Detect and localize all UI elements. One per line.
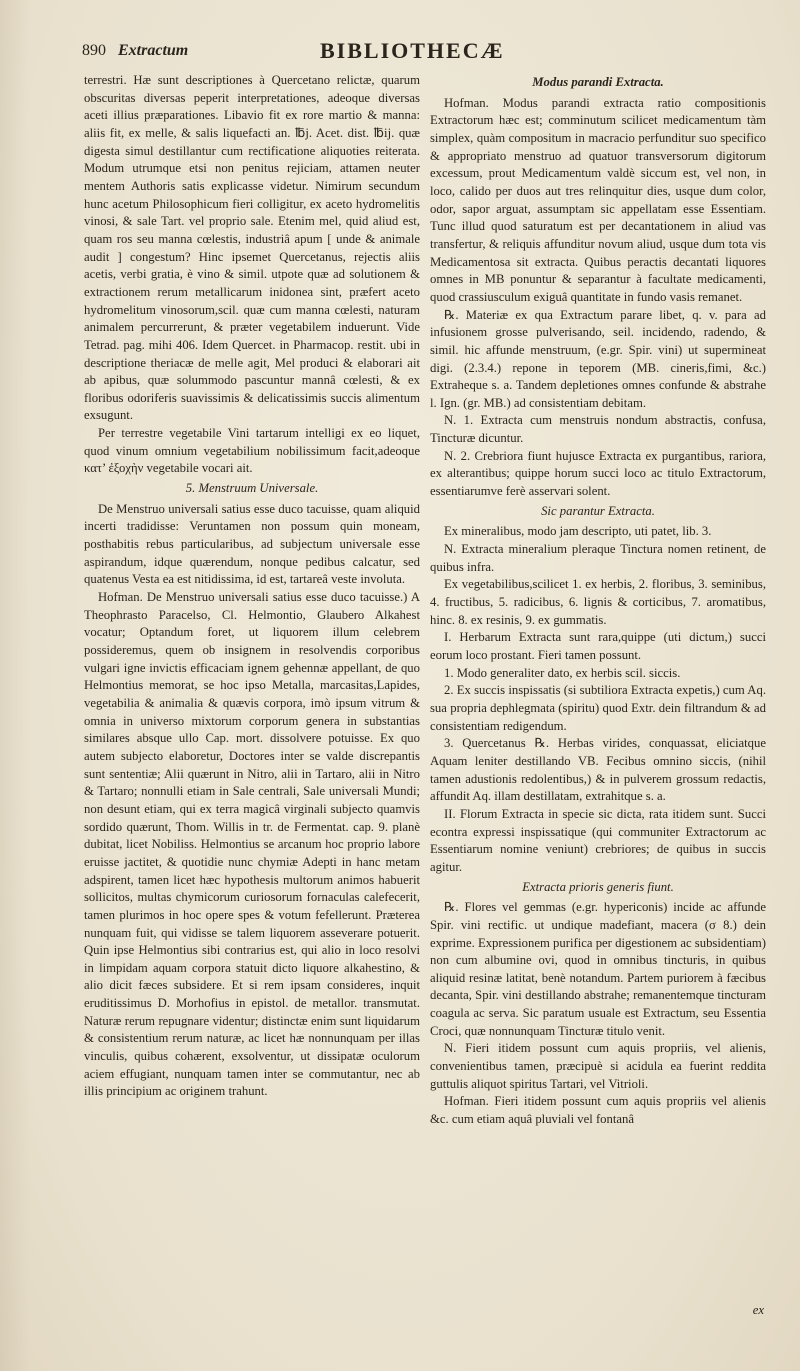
section-subheading: 5. Menstruum Universale. [185,481,319,496]
paragraph: 2. Ex succis inspissatis (si subtiliora Extracta expetis,) cum Aq. sua propria dephlegmata (spiritu) quod Extr. dein filtrandum & ad consistentiam redigendum. [430,683,766,733]
paragraph: ℞. Flores vel gemmas (e.gr. hypericonis) incide ac affunde Spir. vini rectific. ut undique madefiant, macera (σ 8.) dein exprime. Expressionem purifica per digestionem ac subsidentiam) non cum albumine ovi, quod in omnibus tincturis, in quibus aliquid resinæ latitat, benè notandum. Partem puriorem à fæcibus decanta, Spir. vini destillando abstrahe; remanentemque tincturam coagula ac serva. Sic paratum usuale est Extractum, seu Essentia Croci, quæ nonnunquam Tincturæ titulo venit. [430,900,766,1038]
paragraph: II. Florum Extracta in specie sic dicta, rata itidem sunt. Succi econtra expressi inspissatique (qui communiter Extractorum ac Essentiarum nomine veniunt) crebriores; de quibus in succis agitur. [430,806,766,874]
running-head [82,38,740,68]
paragraph: terrestri. Hæ sunt descriptiones à Quercetano relictæ, quarum obscuritas diversas peperit interpretationes, adeoque diversas aceti illius præparationes. Libavio fit ex rore martio & manna: aliis fit, ex melle, & salis liquefacti an. ℔j. Acet. dist. ℔ij. quæ digesta simul destillantur cum rectificatione aliquoties reiterata. Modum utrumque etsi non penitus rejiciam, attamen neuter mentem Authoris satis explicasse videtur. Nimirum secundum hunc acetum Philosophicum fieri colligitur, ex aceto hydromelitis vinosi, & sale Tart. vel proprio sale. Etenim mel, quid aliud est, quam ros seu manna cœlestis, industriâ apum [ unde & animale audit ] congestum? Hinc ipsemet Quercetanus, rejectis aliis acetis, verbi gratia, è vino & simil. utpote quæ ad solutionem & extractionem rerum metallicarum inidonea sint, præfert aceto hydromelitum vinosorum,scil. quæ cum manna cœlesti, naturam animalem percurrerunt, & præter vegetabilem induerunt. Vide Tetrad. pag. mihi 406. Idem Quercet. in Pharmacop. restit. ubi in descriptione theriacæ de melle agit, Mel produci & elaborari ait ab apibus, quæ solummodo pascuntur mannâ cœlesti, & ex floribus odoriferis suavissimis & delicatissimis succis alimentum exsugunt. [84,73,420,423]
section-title: Extractum [118,42,189,59]
paragraph: N. Extracta mineralium pleraque Tinctura nomen retinent, de quibus infra. [430,542,766,574]
paragraph: 1. Modo generaliter dato, ex herbis scil. siccis. [444,665,681,680]
paragraph: ℞. Materiæ ex qua Extractum parare libet, q. v. para ad infusionem grosse pulverisando, seil. incidendo, radendo, & simil. hic affunde menstruum, (e.gr. Spir. vini) ut supermineat digi. (2.3.4.) repone in teporem (MB. cineris,fimi, &c.) Extraheque s. a. Tandem depletiones omnes confunde & abstrahe l. Ign. (gr. MB.) ad consistentiam debitam. [430,307,766,410]
paragraph: De Menstruo universali satius esse duco tacuisse, quam aliquid incerti tradidisse: Veruntamen non possum quin moneam, posthabitis rebus particularibus, ad subjectum universale esse aspirandum, idque quærendum, nonque pedibus calcatur, sed quatenus Vesta ea est nitidissima, id est, tartareâ veste involuta. [84,501,420,587]
left-column [84,72,420,1101]
header-title: BIBLIOTHECÆ [320,38,505,63]
paragraph: Hofman. Modus parandi extracta ratio compositionis Extractorum hæc est; comminutum scilicet medicamentum tàm simplex, quàm compositum in macracio perfunditur suo specifico & appropriato menstruo ad quatuor transversorum digitorum excessum, prout Medicamentum valdè siccum est, vel non, in loco, calido per duos aut tres relinquitur dies, usque dum color, odor, sapor arguat, assumptam sic appellatam esse Essentiam. Tunc illud quod saturatum est per decantationem in aliud vas transfertur, & reliquis affunditur novum aliud, usque dum tota vis Medicamentosa sit extracta. Quibus peractis decantati liquores omnes in MB ponuntur & separantur à facultate medicamenti, quod crassiusculum exiguâ quantitate in fundo vasis remanet. [430,95,766,304]
paragraph: 3. Quercetanus ℞. Herbas virides, conquassat, eliciatque Aquam leniter destillando VB. Fecibus omnino siccis, (nihil tamen adustionis redolentibus,) & in pulverem grossum redactis, affundit Aq. illam destillatam, extrahitque s. a. [430,736,766,804]
paragraph: Hofman. De Menstruo universali satius esse duco tacuisse.) A Theophrasto Paracelso, Cl. Helmontio, Glaubero Alkahest vocatur; Optandum foret, ut liquorem illum celebrem possideremus, quem ob insignem in resolvendis corporibus vulgari igne invictis efficaciam ignem gehennæ appellant, de quo Helmontius memorat, se hoc ipso Metalla, marcasitas,Lapides, vegetabilia & animalia & quævis corpora, imò ipsum vitrum & omnia in universo mixtorum corporum genera in substantias similares absque ullo Cap. mort. dissolvere potuisse. Ex quo autem subjecto elaboretur, Doctores inter se valde discrepantis sunt sententiæ; Alii quærunt in Nitro, alii in Tartaro, alii in Nitro & Tartaro; nonnulli etiam in Sale centrali, Sale universali Mundi; non desunt etiam, qui ex terra magicâ virginali subjecto quamvis sordido quærunt, Thom. Willis in tr. de Fermentat. cap. 9. planè dubitat, licet Nobiliss. Helmontius se arcanum hoc proprio labore eruisse jactitet, & quotidie nunc chymiæ Adepti in hanc metam adspirent, tamen licet hæc hypothesis multorum animos habuerit sollicitos, multas chymicorum curiosorum fornaculas calefecerit, tamen plurimos in hoc opere spes & votum fefellerunt. Præterea nunquam fuit, qui vidisse se talem liquorem asseverare potuerit. Quin ipse Helmontius sibi contrarius est, qui alio in loco resolvi in limpidam aquam corpora statuit dicto liquore alkahestino, & alio dicit fæces subsidere. Et si rem ipsam consideres, inquit eruditissimus D. Morhofius in epistol. de metallor. transmutat. Naturæ rerum repugnare videntur; distinctæ enim sunt liquidarum & consistentium rerum naturæ, ac licet hæ nonnunquam per illas vinculis, quibus cohærent, exsolventur, ut dissipatæ oculorum aciem effugiant, nunquam tamen inter se commutantur, nec ab illis principium ac originem trahunt. [84,590,420,1099]
paragraph: Per terrestre vegetabile Vini tartarum intelligi ex eo liquet, quod vinum omnium vegetabilium nobilissimum facit,adeoque κατ’ ἐξοχὴν vegetabile vocari ait. [84,426,420,476]
paragraph: N. Fieri itidem possunt cum aquis propriis, vel alienis, convenientibus tamen, præcipuè si acidula ea fuerint reddita guttulis aliquot spiritus Tartari, vel Vitrioli. [430,1041,766,1091]
section-subheading: Modus parandi Extracta. [532,75,664,89]
paragraph: I. Herbarum Extracta sunt rara,quippe (uti dictum,) succi eorum loco prostant. Fieri tamen possunt. [430,630,766,662]
paragraph: Ex mineralibus, modo jam descripto, uti patet, lib. 3. [444,524,712,539]
page-gutter-shadow [0,0,30,1371]
paragraph: N. 1. Extracta cum menstruis nondum abstractis, confusa, Tincturæ dicuntur. [430,413,766,446]
paragraph: Ex vegetabilibus,scilicet 1. ex herbis, 2. floribus, 3. seminibus, 4. fructibus, 5. radicibus, 6. lignis & corticibus, 7. aromatibus, hinc. 8. ex resinis, 9. ex gummatis. [430,577,766,627]
section-subheading: Sic parantur Extracta. [541,503,655,518]
paragraph: N. 2. Crebriora fiunt hujusce Extracta ex purgantibus, rariora, ex alterantibus; quippe horum succi loco ac titulo Extractorum, essentiarumve ferè asservari solent. [430,448,766,499]
catchword: ex [752,1303,764,1317]
section-subheading: Extracta prioris generis fiunt. [522,879,674,894]
page-number: 890 [82,42,106,59]
paragraph: Hofman. Fieri itidem possunt cum aquis propriis vel alienis &c. cum etiam aquâ pluviali vel fontanâ [430,1094,766,1127]
right-column [430,72,766,1129]
